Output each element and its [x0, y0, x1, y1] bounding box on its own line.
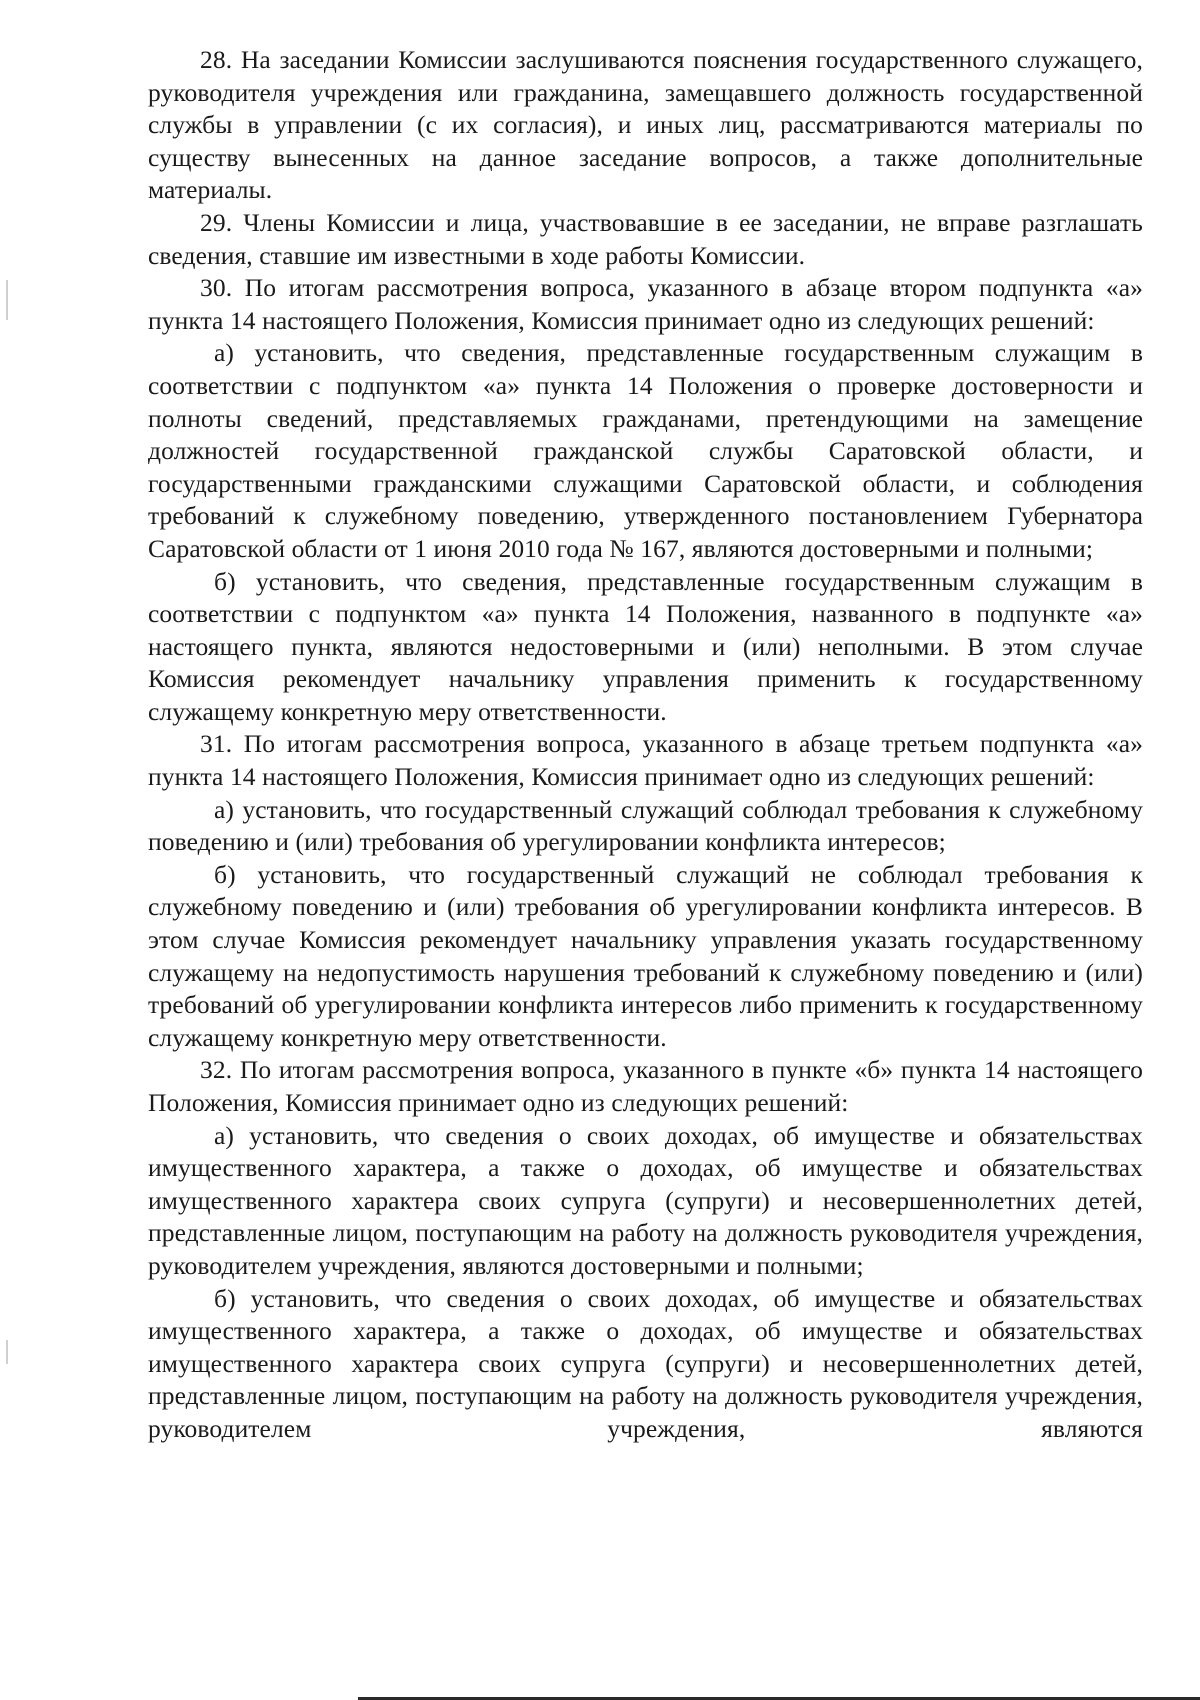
paragraph-31-b: б) установить, что государственный служащий не соблюдал требования к служебному поведению и (или) требования об урегулировании конфликта интересов. В этом случае Комиссия рекомендует начальнику управления указать государственному служащему на недопустимость нарушения требований к служебному поведению и (или) требований об урегулировании конфликта интересов либо применить к государственному служащему конкретную меру ответственности. — [148, 859, 1143, 1052]
scan-margin-mark — [6, 280, 8, 320]
paragraph-29: 29. Члены Комиссии и лица, участвовавшие в ее заседании, не вправе разглашать сведения, ставшие им известными в ходе работы Комиссии. — [148, 207, 1143, 270]
paragraph-30: 30. По итогам рассмотрения вопроса, указанного в абзаце втором подпункта «а» пункта 14 настоящего Положения, Комиссия принимает одно из следующих решений: — [148, 273, 1143, 335]
paragraph-30-b: б) установить, что сведения, представленные государственным служащим в соответствии с подпунктом «а» пункта 14 Положения, названного в подпункте «а» настоящего пункта, являются недостоверными и (или) неполными. В этом случае Комиссия рекомендует начальнику управления применить к государственному служащему конкретную меру ответственности. — [148, 566, 1143, 726]
scan-margin-mark — [6, 1340, 8, 1364]
paragraph-30-a: а) установить, что сведения, представленные государственным служащим в соответствии с подпунктом «а» пункта 14 Положения о проверке достоверности и полноты сведений, представляемых гражданами, претендующими на замещение должностей государственной гражданской службы Саратовской области, и государственными гражданскими служащими Саратовской области, и соблюдения требований к служебному поведению, утвержденного постановлением Губернатора Саратовской области от 1 июня 2010 года № 167, являются достоверными и полными; — [148, 338, 1143, 563]
paragraph-31-a: а) установить, что государственный служащий соблюдал требования к служебному поведению и (или) требования об урегулировании конфликта интересов; — [148, 794, 1143, 857]
paragraph-31: 31. По итогам рассмотрения вопроса, указанного в абзаце третьем подпункта «а» пункта 14 настоящего Положения, Комиссия принимает одно из следующих решений: — [148, 729, 1143, 792]
paragraph-32-b: б) установить, что сведения о своих доходах, об имуществе и обязательствах имущественного характера, а также о доходах, об имуществе и обязательствах имущественного характера своих супруга (супруги) и несовершеннолетних детей, представленные лицом, поступающим на работу на должность руководителя учреждения, руководителем учреждения, являются — [148, 1283, 1143, 1443]
paragraph-32: 32. По итогам рассмотрения вопроса, указанного в пункте «б» пункта 14 настоящего Положения, Комиссия принимает одно из следующих решений: — [148, 1055, 1143, 1117]
paragraph-32-a: а) установить, что сведения о своих доходах, об имуществе и обязательствах имущественного характера, а также о доходах, об имуществе и обязательствах имущественного характера своих супруга (супруги) и несовершеннолетних детей, представленные лицом, поступающим на работу на должность руководителя учреждения, руководителем учреждения, являются достоверными и полными; — [148, 1120, 1143, 1280]
paragraph-28: 28. На заседании Комиссии заслушиваются пояснения государственного служащего, руководителя учреждения или гражданина, замещавшего должность государственной службы в управлении (с их согласия), и иных лиц, рассматриваются материалы по существу вынесенных на данное заседание вопросов, а также дополнительные материалы. — [148, 45, 1143, 205]
document-page — [148, 44, 1143, 1446]
